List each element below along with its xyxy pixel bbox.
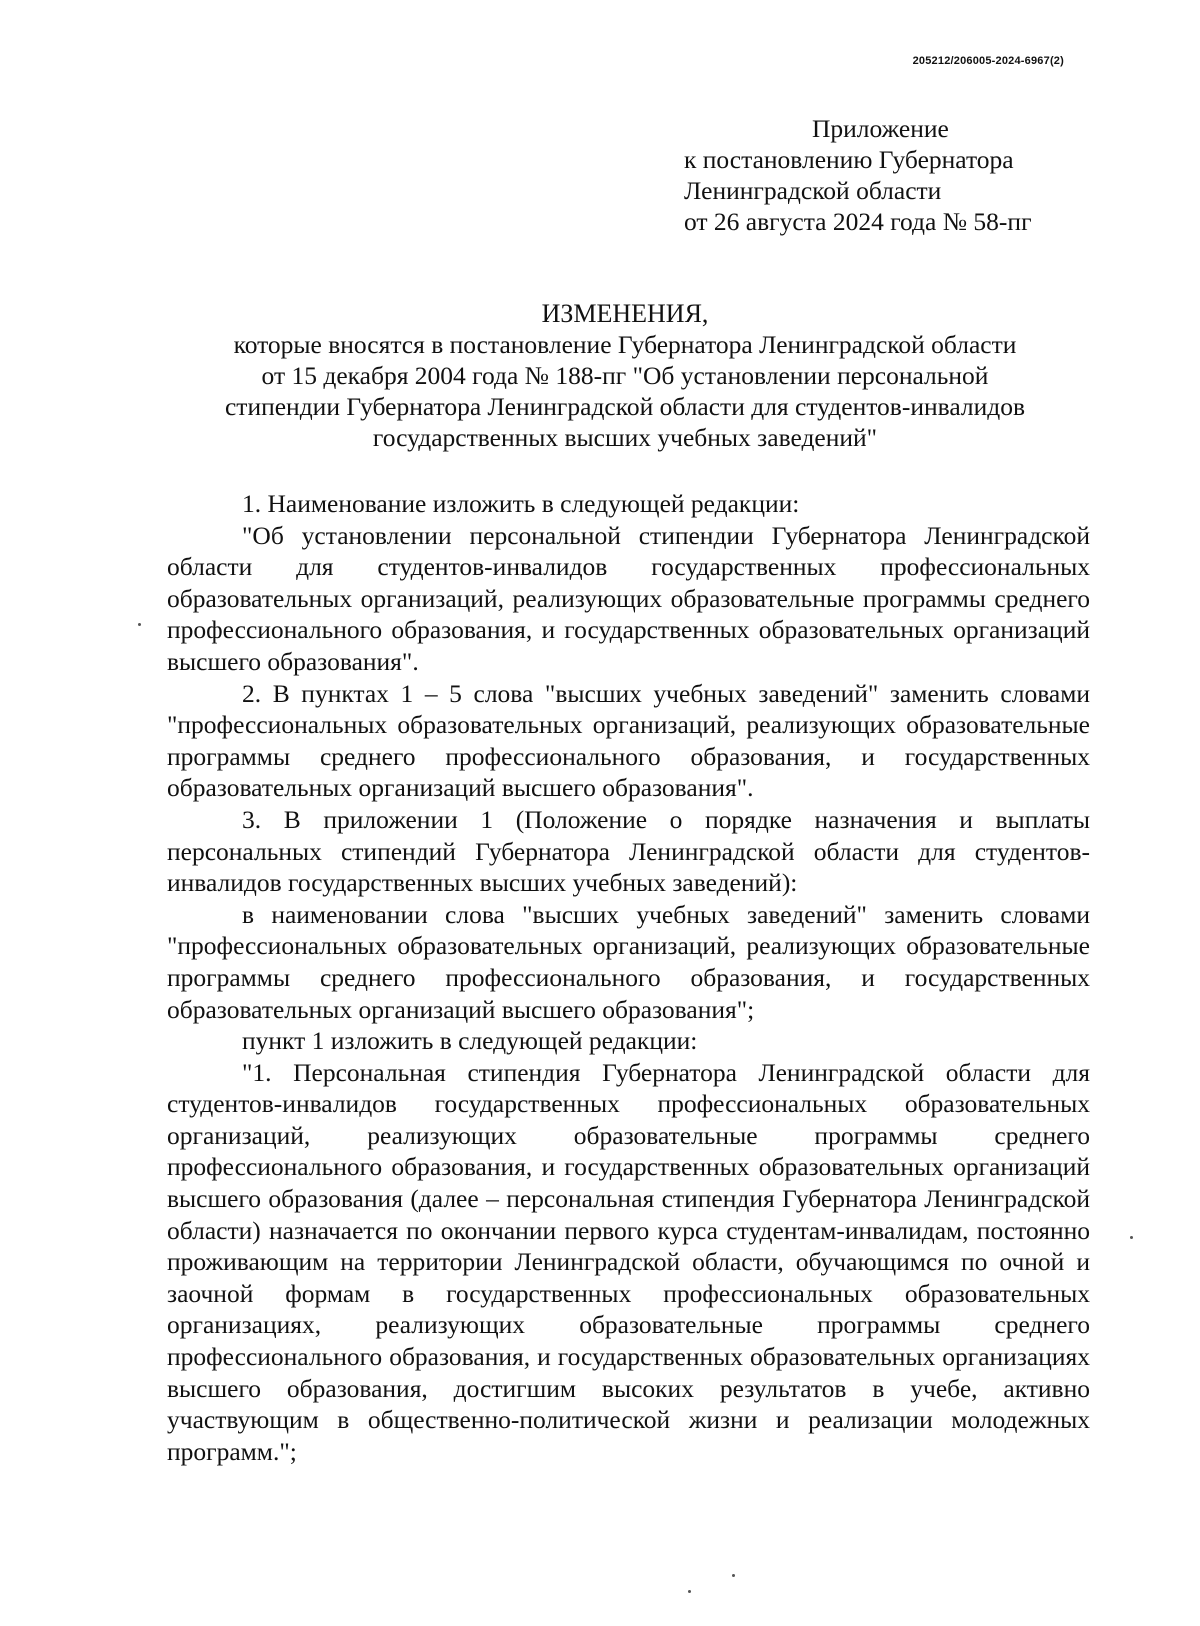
appendix-line-3: Ленинградской области [684,176,942,205]
paragraph-3: 2. В пунктах 1 – 5 слова "высших учебных заведений" заменить словами "профессиональных образовательных организаций, реализующих образовательные программы среднего профессионального образования, и государственных образовательных организаций высшего образования". [167,678,1090,803]
document-body [167,488,1090,1467]
paragraph-1: 1. Наименование изложить в следующей редакции: [242,489,800,518]
paragraph-7: "1. Персональная стипендия Губернатора Ленинградской области для студентов-инвалидов государственных профессиональных образовательных организаций, реализующих образовательные программы среднего профессионального образования, и государственных образовательных организаций высшего образования (далее – персональная стипендия Губернатора Ленинградской области) назначается по окончании первого курса студентам-инвалидам, постоянно проживающим на территории Ленинградской области, обучающимся по очной и заочной формам в государственных профессиональных образовательных организациях, реализующих образовательные программы среднего профессионального образования, и государственных образовательных организациях высшего образования, достигшим высоких результатов в учебе, активно участвующим в общественно-политической жизни и реализации молодежных программ."; [167,1057,1090,1466]
heading-title: ИЗМЕНЕНИЯ, [541,299,709,328]
appendix-line-2: к постановлению Губернатора [684,145,1014,174]
paragraph-5: в наименовании слова "высших учебных заведений" заменить словами "профессиональных образовательных организаций, реализующих образовательные программы среднего профессионального образования, и государственных образовательных организаций высшего образования"; [167,899,1090,1024]
heading-line-3: стипендии Губернатора Ленинградской области для студентов-инвалидов [224,392,1025,421]
scan-speck [732,1574,735,1577]
scan-speck [688,1590,691,1593]
document-heading [150,298,1100,453]
appendix-block [684,113,1032,237]
appendix-line-4: от 26 августа 2024 года № 58-пг [684,207,1032,236]
paragraph-2: "Об установлении персональной стипендии Губернатора Ленинградской области для студентов-инвалидов государственных профессиональных образовательных организаций, реализующих образовательные программы среднего профессионального образования, и государственных образовательных организаций высшего образования". [167,520,1090,676]
registration-number: 205212/206005-2024-6967(2) [912,55,1064,67]
scan-speck [138,623,141,626]
scan-speck [1130,1236,1133,1239]
paragraph-6: пункт 1 изложить в следующей редакции: [242,1026,698,1056]
heading-line-4: государственных высших учебных заведений" [372,423,878,452]
heading-line-1: которые вносятся в постановление Губернатора Ленинградской области [233,330,1017,359]
appendix-line-1: Приложение [812,114,949,143]
heading-line-2: от 15 декабря 2004 года № 188-пг "Об установлении персональной [261,361,989,390]
paragraph-4: 3. В приложении 1 (Положение о порядке назначения и выплаты персональных стипендий Губернатора Ленинградской области для студентов-инвалидов государственных высших учебных заведений): [167,804,1090,898]
